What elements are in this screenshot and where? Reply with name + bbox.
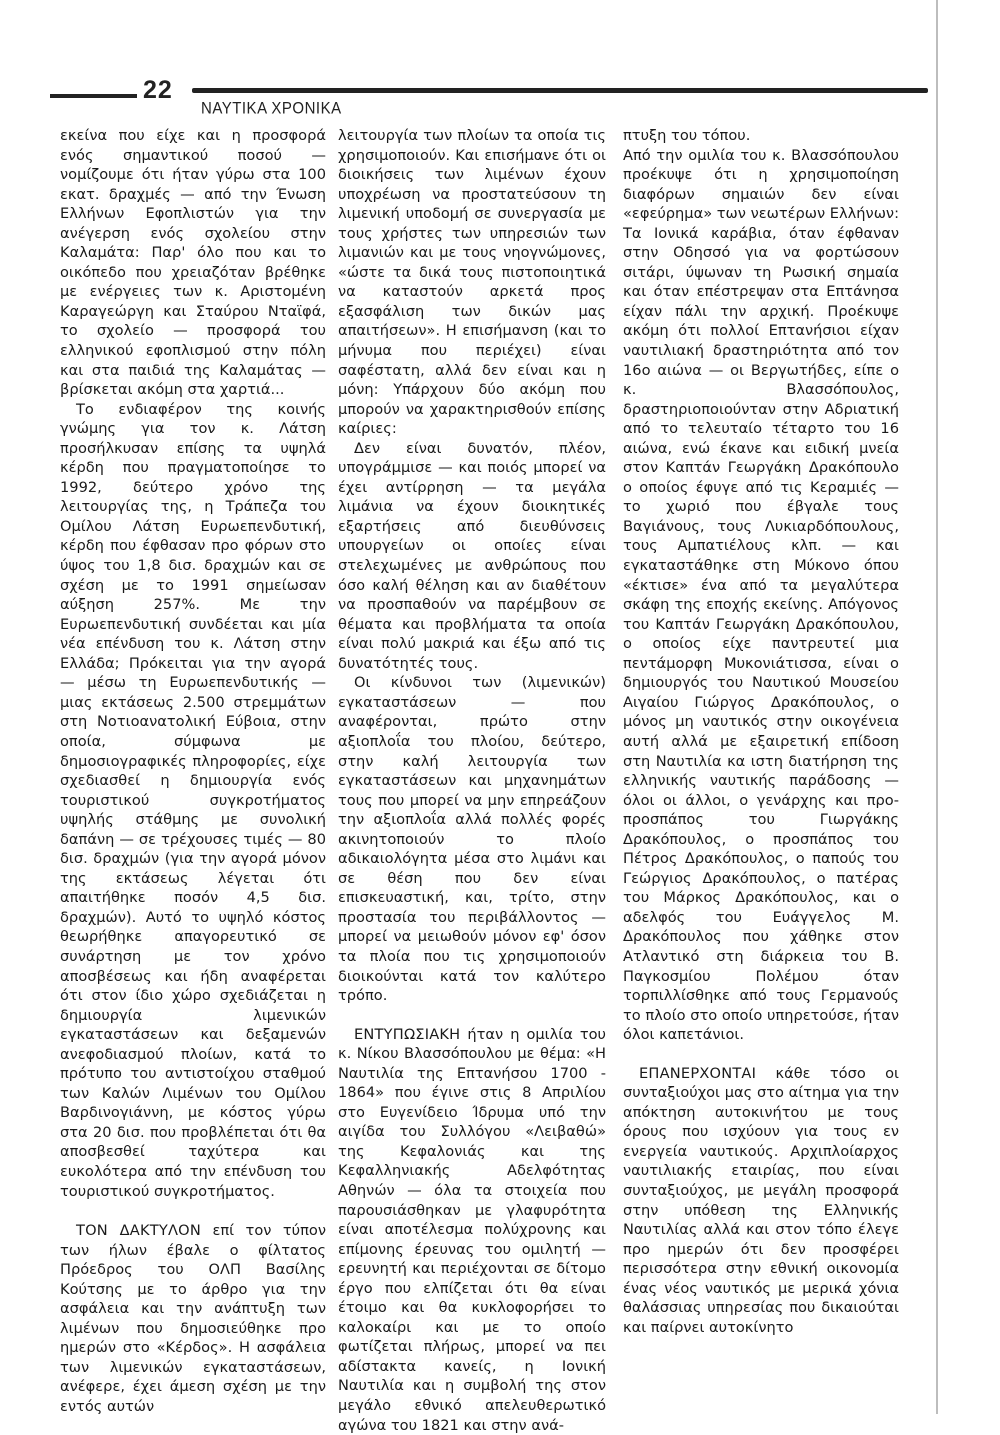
paragraph [338,439,606,674]
magazine-title: ΝΑΥΤΙΚΑ ΧΡΟΝΙΚΑ [201,99,342,118]
header-rule-right [192,88,928,93]
paragraph-text: επί τον τύπον των ήλων έβαλε ο φίλτατος Πρόεδρος του ΟΛΠ Βασίλης Κούτσης με το άρθρο για την ασφάλεια και την ανάπτυξη των λιμένων που δημοσιεύθηκε προ ημερών στο «Κέρδος». Η ασφάλεια των λιμενικών εγκαταστάσεων, ανέφερε, έχει άμεση σχέση με την εντός αυτών [60,1222,326,1415]
paragraph-text: Το ενδιαφέρον της κοινής γνώμης για τον κ. Λάτση προσήλκυσαν επίσης τα υψηλά κέρδη που πραγματοποίησε το 1992, δεύτερο χρόνο της λειτουργίας της, η Τράπεζα του Ομίλου Λάτση Ευρωεπενδυτική, κέρδη που έφθασαν προ φόρων στο ύψος του 1,8 δισ. δραχμών και σε σχέση με το 1991 σημείωσαν αύξηση 257%. Με την Ευρωεπενδυτική συνδέεται και μία νέα επένδυση του κ. Λάτση στην Ελλάδα; Πρόκειται για την αγορά — μέσω τη Ευρωεπενδυτικής — μιας εκτάσεως 2.500 στρεμμάτων στη Νοτιοανατολική Εύβοια, στην οποία, σύμφωνα με δημοσιογραφικές πληροφορίες, είχε σχεδιασθεί η δημιουργία ενός τουριστικού συγκροτήματος υψηλής στάθμης με συνολική δαπάνη — σε τρέχουσες τιμές — 80 δισ. δραχμών (για την αγορά μόνον της εκτάσεως λέγεται ότι απαιτήθηκε ποσόν 4,5 δισ. δραχμών). Αυτό το υψηλό κόστος θεωρήθηκε απαγορευτικό σε συνάρτηση με τον χρόνο αποσβέσεως και ήδη αναφέρεται ότι στον ίδιο χώρο σχεδιάζεται η δημιουργία λιμενικών εγκαταστάσεων και δεξαμενών ανεφοδιασμού πλοίων, κατά το πρότυπο του αντιστοίχου σταθμού των Καλών Λιμένων του Ομίλου Βαρδινογιάννη, με κόστος γύρω στα 20 δισ. που προβλέπεται ότι θα αποσβεσθεί ταχύτερα και ευκολότερα από την επένδυση του τουριστικού συγκροτήματος. [60,400,326,1200]
article-columns [0,126,1000,1434]
header-rule-left [50,94,137,98]
column-1 [60,126,326,1417]
paragraph-text: Οι κίνδυνοι των (λιμενικών) εγκαταστάσεων — που αναφέρονται, πρώτο στην αξιοπλοΐα του πλοίου, δεύτερο, στην καλή λειτουργία των εγκαταστάσεων και μηχανημάτων τους που μπορεί να μην επηρεάζουν την αξιοπλοΐα αλλά πολλές φορές ακινητοποιούν το πλοίο αδικαιολόγητα μέσα στο λιμάνι και σε θέση που δεν είναι επισκευαστική, και, τρίτο, στην προστασία του περιβάλλοντος — μπορεί να μειωθούν μόνον εφ' όσον τα πλοία που τις χρησιμοποιούν διοικούνται κατά τον καλύτερο τρόπο. [338,674,606,1005]
paragraph [60,126,326,400]
paragraph-text: ήταν η ομιλία του κ. Νίκου Βλασσόπουλου με θέμα: «Η Ναυτιλία της Επτανήσου 1700 - 1864» που έγινε στις 8 Απριλίου στο Ευγενίδειο Ίδρυμα υπό την αιγίδα του Συλλόγου «Λειβαθώ» της Κεφαλονιάς και της Κεφαλληνιακής Αδελφότητας Αθηνών — όλα τα στοιχεία που παρουσιάσθηκαν με γλαφυρότητα είναι αποτέλεσμα πολύχρονης και επίμονης έρευνας του ομιλητή — ερευνητή και περιέχονται σε δίτομο έργο που ελπίζεται ότι θα είναι έτοιμο και θα κυκλοφορήσει το καλοκαίρι και με το οποίο φωτίζεται πλήρως, μπορεί να πει αδίστακτα κανείς, η Ιονική Ναυτιλία και η συμβολή της στον μεγάλο εθνικό απελευθερωτικό αγώνα του 1821 και στην ανά- [338,1025,606,1434]
paragraph-text: λειτουργία των πλοίων τα οποία τις χρησιμοποιούν. Και επισήμανε ότι οι διοικήσεις των λιμένων έχουν υποχρέωση να προστατεύσουν τη λιμενική υποδομή σε συνεργασία με τους χρήστες των υπηρεσιών των λιμανιών και με τους νηογνώμονες, «ώστε τα δικά τους πιστοποιητικά να καταστούν αρκετά προς εξασφάλιση των δικών μας απαιτήσεων». Η επισήμανση (και το μήνυμα που περιέχει) είναι σαφέστατη, αλλά δεν είναι και η μόνη: Υπάρχουν δύο ακόμη που μπορούν να χαρακτηρισθούν επίσης καίριες: [338,127,606,438]
paragraph-lead-caps: ΤΟΝ ΔΑΚΤΥΛΟΝ [76,1222,201,1240]
paragraph-text: πτυξη του τόπου. [623,127,751,144]
page-header [0,0,1000,125]
paragraph [338,126,606,439]
paragraph-text: κάθε τόσο οι συνταξιούχοι μας στο αίτημα για την απόκτηση αυτοκινήτου με τους όρους που ισχύουν για τους εν ενεργεία ναυτικούς. Αρχιπλοίαρχος ναυτιλιακής εταιρίας, που είναι συνταξιούχος, με μεγάλη προσφορά στην υπόθεση της Ελληνικής Ναυτιλίας αλλά και στον τόπο έλεγε προ ημερών ότι δεν προσφέρει περισσότερα στην εθνική οικονομία ένας νέος ναυτικός με μερικά χόνια θαλάσσιας υπηρεσίας που δικαιούται και παίρνει αυτοκίνητο [623,1064,899,1336]
paragraph [60,400,326,1201]
paragraph [623,1064,899,1338]
paragraph-text: Από την ομιλία του κ. Βλασσόπουλου προέκυψε ότι η χρησιμοποίηση διαφόρων σημαιών δεν είναι «εφεύρημα» των νεωτέρων Ελλήνων: Τα Ιονικά καράβια, όταν έφθαναν στην Οδησσό για να φορτώσουν σιτάρι, ύψωναν τη Ρωσική σημαία και όταν επέστρεψαν στα Επτάνησα είχαν πάλι την αρχική. Προέκυψε ακόμη ότι πολλοί Επτανήσιοι είχαν ναυτιλιακή δραστηριότητα από τον 16ο αιώνα — οι Βεργωτήδες, είπε ο κ. Βλασσόπουλος, δραστηριοποιούνταν στην Αδριατική από το τελευταίο τέταρτο του 16 αιώνα, ενώ έκανε και ειδική μνεία στον Καπτάν Γεωργάκη Δρακόπουλο ο οποίος έφυγε από τις Κεραμιές — το χωριό που έβγαλε τους Βαγιάνους, τους Λυκιαρδόπουλους, τους Αμπατιέλους κλπ. — και εγκαταστάθηκε στη Μύκονο όπου «έκτισε» ένα από τα μεγαλύτερα σκάφη της εποχής εκείνης. Απόγονος του Καπτάν Γεωργάκη Δρακόπουλου, ο οποίος είχε παντρευτεί μια πεντάμορφη Μυκονιάτισσα, είναι ο δημιουργός του Ναυτικού Μουσείου Αιγαίου Γιώργος Δρακόπουλος, ο μόνος μη ναυτικός στην οικογένεια αυτή αλλά με εξαιρετική επίδοση στη Ναυτιλία κα ιστη διατήρηση της ελληνικής ναυτικής παράδοσης — όλοι οι άλλοι, ο γενάρχης και προ-προσπάπος του Γιωργάκης Δρακόπουλος, ο προσπάπος του Πέτρος Δρακόπουλος, ο παπούς του Γεώργιος Δρακόπουλος, ο πατέρας του Μάρκος Δρακόπουλος, και ο αδελφός του Ευάγγελος Μ. Δρακόπουλος που χάθηκε στον Ατλαντικό στη διάρκεια του Β. Παγκοσμίου Πολέμου όταν τορπιλλίσθηκε από τους Γερμανούς το πλοίο στο οποίο υπηρετούσε, ήταν όλοι καπετάνιοι. [623,146,899,1044]
paragraph [60,1221,326,1416]
paragraph [623,146,899,1045]
paragraph [338,1025,606,1435]
paragraph-text: εκείνα που είχε και η προσφορά ενός σημαντικού ποσού — νομίζουμε ότι ήταν γύρω στα 100 εκατ. δραχμές — από την Ένωση Ελλήνων Εφοπλιστών για την ανέγερση ενός σχολείου στην Καλαμάτα: Παρ' όλο που και το οικόπεδο που χρειαζόταν βρέθηκε με ενέργειες των κ. Αριστομένη Καραγεώργη και Σταύρου Νταϊφά, το σχολείο — προσφορά του ελληνικού εφοπλισμού στην πόλη και στα παιδιά της Καλαμάτας — βρίσκεται ακόμη στα χαρτιά... [60,127,326,399]
paragraph [623,126,899,146]
paragraph [338,673,606,1005]
column-3 [623,126,899,1337]
paragraph-lead-caps: ΕΠΑΝΕΡΧΟΝΤΑΙ [639,1064,757,1082]
page-number: 22 [143,76,173,104]
column-2 [338,126,606,1435]
paragraph-text: Δεν είναι δυνατόν, πλέον, υπογράμμισε — και ποιός μπορεί να έχει αντίρρηση — τα μεγάλα λιμάνια να έχουν διοικητικές εξαρτήσεις από διευθύνσεις υπουργείων οι οποίες είναι στελεχωμένες με ανθρώπους που όσο καλή θέληση και αν διαθέτουν να προσπαθούν να παρέμβουν σε θέματα και προβλήματα τα οποία είναι πολύ μακριά και έξω από τις δυνατότητές τους. [338,439,606,672]
paragraph-lead-caps: ΕΝΤΥΠΩΣΙΑΚΗ [354,1025,461,1043]
